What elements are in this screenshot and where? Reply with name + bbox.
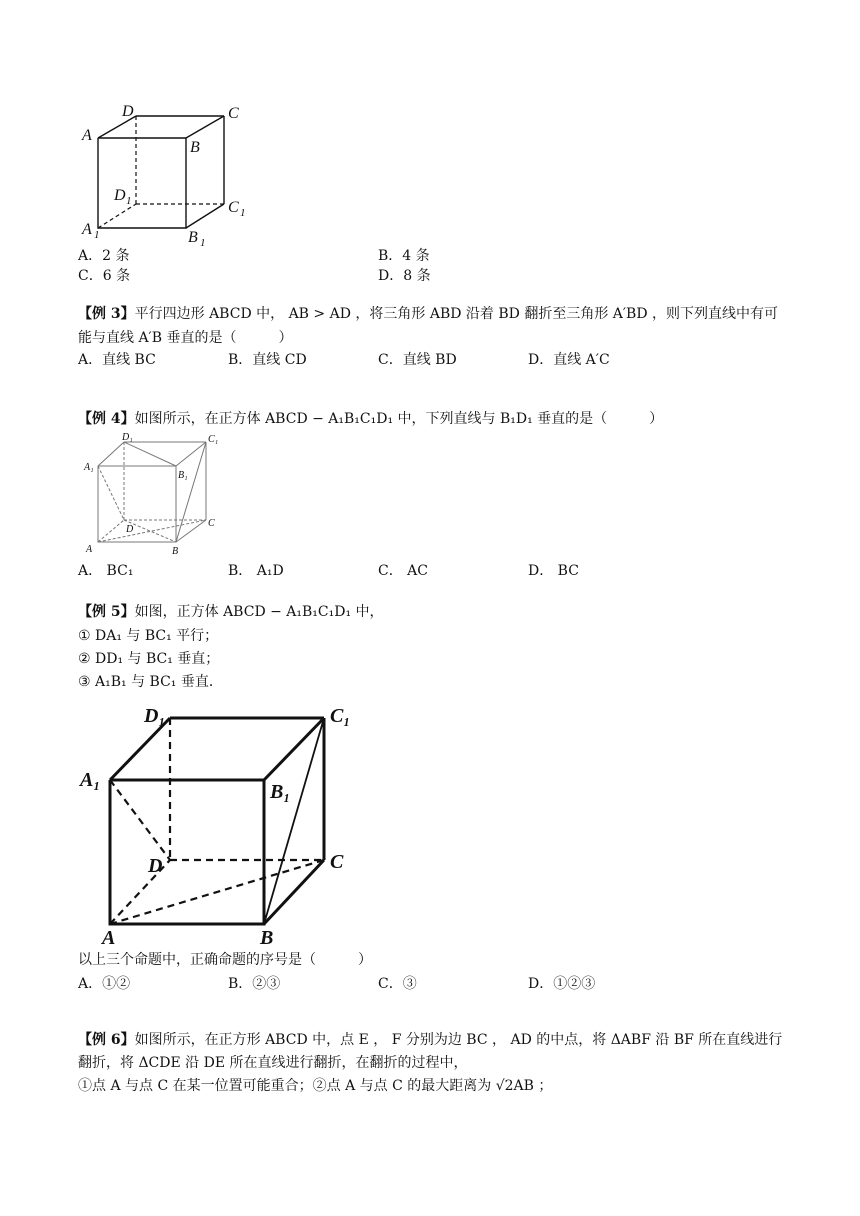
label-d1-sub: 1 (126, 195, 132, 207)
example-6-line-3: ①点 A 与点 C 在某一位置可能重合；②点 A 与点 C 的最大距离为 √2AB ； (78, 1078, 553, 1094)
label-a1-sub: 1 (94, 229, 100, 241)
example-3-line-1 (78, 304, 778, 324)
option-a: A．2 条 (78, 248, 130, 264)
example-5-option-c: C．③ (378, 976, 417, 992)
example-5-option-d: D．①②③ (528, 976, 596, 992)
example-5-option-b: B．②③ (228, 976, 281, 992)
fig3-label-a1: A₁ (80, 769, 101, 791)
proposition-1: ① DA₁ 与 BC₁ 平行； (78, 628, 219, 644)
example-3-option-b: B．直线 CD (228, 352, 307, 368)
label-c1: C (228, 199, 239, 216)
fig2-label-c1: C₁ (208, 434, 219, 445)
fig3-label-d1: D₁ (144, 705, 166, 727)
example-6-tag: 【例 6】 (78, 1032, 135, 1048)
example-4-option-c: C． AC (378, 563, 428, 579)
fig3-label-b: B (260, 927, 274, 949)
example-5-tag: 【例 5】 (78, 604, 135, 620)
label-c: C (228, 105, 239, 122)
example-3-option-c: C．直线 BD (378, 352, 457, 368)
label-b: B (190, 139, 200, 156)
fig2-label-d: D (126, 524, 134, 535)
example-4-stem: 如图所示，在正方体 ABCD − A₁B₁C₁D₁ 中，下列直线与 B₁D₁ 垂直的是（ ） (134, 411, 664, 427)
example-3-option-a: A．直线 BC (78, 352, 156, 368)
label-b1-sub: 1 (200, 237, 206, 249)
example-4-option-d: D． BC (528, 563, 579, 579)
example-6-line-1 (78, 1030, 782, 1050)
option-c: C．6 条 (78, 268, 131, 284)
example-3-line-2: 能与直线 A′B 垂直的是（ ） (78, 330, 293, 346)
example-6-line-2: 翻折，将 ΔCDE 沿 DE 所在直线进行翻折，在翻折的过程中， (78, 1055, 468, 1071)
proposition-2: ② DD₁ 与 BC₁ 垂直； (78, 651, 220, 667)
label-d: D (122, 103, 134, 120)
fig2-label-d1: D₁ (122, 432, 133, 443)
label-a: A (82, 127, 92, 144)
fig3-label-c1: C₁ (330, 705, 351, 727)
option-d: D．8 条 (378, 268, 431, 284)
example-5-stem: 如图，正方体 ABCD − A₁B₁C₁D₁ 中， (134, 604, 384, 620)
example-5-question: 以上三个命题中，正确命题的序号是（ ） (78, 952, 372, 968)
example-5-option-a: A．①② (78, 976, 131, 992)
proposition-3: ③ A₁B₁ 与 BC₁ 垂直． (78, 674, 223, 690)
example-5-line (78, 602, 384, 622)
example-3-text-1: 平行四边形 ABCD 中， AB > AD ，将三角形 ABD 沿着 BD 翻折至三角形 A′BD ，则下列直线中有可 (134, 306, 779, 322)
fig3-label-c: C (330, 851, 344, 873)
example-4-option-a: A． BC₁ (78, 563, 134, 579)
label-c1-sub: 1 (240, 207, 246, 219)
label-b1: B (188, 229, 198, 246)
label-d1: D (114, 187, 126, 204)
example-3-tag: 【例 3】 (78, 306, 135, 322)
cube-figure-2 (84, 430, 224, 558)
cube-figure-3 (78, 700, 378, 950)
fig2-label-b1: B₁ (178, 470, 188, 481)
cube-figure-1 (78, 96, 258, 256)
fig2-label-a: A (86, 544, 93, 555)
fig2-label-a1: A₁ (84, 462, 94, 473)
example-6-text-1: 如图所示，在正方形 ABCD 中，点 E ， F 分别为边 BC ， AD 的中点，将 ΔABF 沿 BF 所在直线进行 (134, 1032, 783, 1048)
example-4-option-b: B． A₁D (228, 563, 284, 579)
fig3-label-d: D (148, 855, 163, 877)
fig3-label-a: A (102, 927, 116, 949)
example-4-line (78, 409, 663, 429)
option-b: B．4 条 (378, 248, 430, 264)
label-a1: A (82, 221, 92, 238)
fig3-label-b1: B₁ (270, 781, 291, 803)
example-3-option-d: D．直线 A′C (528, 352, 610, 368)
fig2-label-c: C (208, 518, 215, 529)
fig2-label-b: B (172, 546, 179, 557)
example-4-tag: 【例 4】 (78, 411, 135, 427)
